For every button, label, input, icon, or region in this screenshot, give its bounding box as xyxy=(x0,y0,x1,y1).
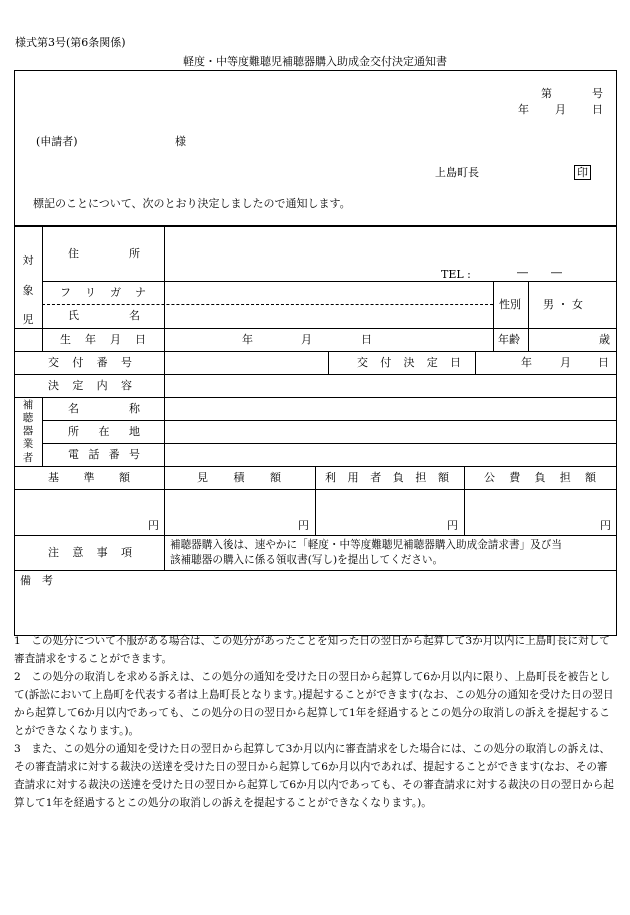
row-line xyxy=(42,281,617,282)
yen-unit: 円 xyxy=(447,519,458,532)
birthdate-label: 生 年 月 日 xyxy=(60,333,146,346)
issue-month: 月 xyxy=(555,103,566,116)
number-label: 第 xyxy=(541,87,552,100)
note-3: 3 また、この処分の通知を受けた日の翌日から起算して3か月以内に審査請求をした場合には、この処分の取消しの訴えは、その審査請求に対する裁決の送達を受けた日の翌日から起算して6か月以内であれば、提起することができます(なお、その審査請求に対する裁決の送達を受けた日の翌日から起算して6か月以内であっても、その審査請求に対する裁決の日の翌日から起算して1年を経過するとこの処分の取消しの訴えを提起することができなくなります。)。 xyxy=(14,743,614,809)
decision-year: 年 xyxy=(521,356,532,369)
issuer-name: 上島町長 xyxy=(435,166,479,179)
public-burden-header: 公 費 負 担 額 xyxy=(484,471,596,484)
address-label: 住 所 xyxy=(68,247,140,260)
row-line xyxy=(14,535,617,536)
furigana-label: フ リ ガ ナ xyxy=(60,286,146,299)
birth-day: 日 xyxy=(361,333,372,346)
row-line xyxy=(14,570,617,571)
col-line xyxy=(528,328,529,351)
notice-message: 標記のことについて、次のとおり決定しましたので通知します。 xyxy=(33,197,351,210)
caution-text-line1: 補聴器購入後は、速やかに「軽度・中等度難聴児補聴器購入助成金請求書」及び当 xyxy=(170,539,562,551)
col-line xyxy=(475,351,476,374)
form-number: 様式第3号(第6条関係) xyxy=(15,36,126,49)
caution-text-line2: 該補聴器の購入に係る領収書(写し)を提出してください。 xyxy=(170,554,444,566)
birth-year: 年 xyxy=(242,333,253,346)
document-title: 軽度・中等度難聴児補聴器購入助成金交付決定通知書 xyxy=(183,55,447,68)
row-line xyxy=(14,397,617,398)
yen-unit: 円 xyxy=(298,519,309,532)
seal-mark: 印 xyxy=(574,165,591,180)
number-suffix: 号 xyxy=(592,87,603,100)
col-line xyxy=(42,226,43,351)
decision-date-label: 交 付 決 定 日 xyxy=(357,356,461,369)
issue-day: 日 xyxy=(592,103,603,116)
vendor-location-label: 所 在 地 xyxy=(68,425,140,438)
note-1: 1 この処分について不服がある場合は、この処分があったことを知った日の翌日から起算して3か月以内に上島町長に対して審査請求をすることができます。 xyxy=(14,635,610,665)
subject-group-label: 対 象 児 xyxy=(22,254,34,326)
row-line xyxy=(14,351,617,352)
row-line xyxy=(42,420,617,421)
standard-amount-header: 基 準 額 xyxy=(48,471,130,484)
remarks-label: 備 考 xyxy=(20,574,53,587)
col-line xyxy=(315,466,316,535)
applicant-label: (申請者) xyxy=(36,135,78,148)
age-unit: 歳 xyxy=(599,333,610,346)
decision-month: 月 xyxy=(560,356,571,369)
vendor-phone-label: 電 話 番 号 xyxy=(68,448,140,461)
col-line xyxy=(528,281,529,328)
col-line xyxy=(328,351,329,374)
notes-section xyxy=(14,632,618,812)
birth-month: 月 xyxy=(301,333,312,346)
col-line xyxy=(464,466,465,535)
tel-separator: ― xyxy=(517,266,528,279)
caution-label: 注 意 事 項 xyxy=(48,546,132,559)
age-label: 年齢 xyxy=(498,333,520,346)
name-label: 氏 名 xyxy=(68,309,140,322)
grant-number-label: 交 付 番 号 xyxy=(48,356,132,369)
user-burden-header: 利 用 者 負 担 額 xyxy=(325,471,449,484)
col-line xyxy=(493,281,494,351)
tel-separator: ― xyxy=(551,266,562,279)
yen-unit: 円 xyxy=(148,519,159,532)
note-2: 2 この処分の取消しを求める訴えは、この処分の通知を受けた日の翌日から起算して6か月以内に限り、上島町長を被告として(訴訟において上島町を代表する者は上島町長となります。)提起することができます(なお、この処分の通知を受けた日の翌日から起算して6か月以内であっても、この処分の日の翌日から起算して1年を経過するとこの処分の取消しの訴えを提起することができなくなります。)。 xyxy=(14,671,614,737)
vendor-group-label: 補 聴 器 業 者 xyxy=(22,399,34,464)
yen-unit: 円 xyxy=(600,519,611,532)
estimate-amount-header: 見 積 額 xyxy=(197,471,281,484)
tel-label: TEL : xyxy=(441,268,471,281)
decision-content-label: 決 定 内 容 xyxy=(48,379,132,392)
row-line xyxy=(42,443,617,444)
decision-day: 日 xyxy=(598,356,609,369)
issue-year: 年 xyxy=(518,103,529,116)
row-line xyxy=(14,374,617,375)
vendor-name-label: 名 称 xyxy=(68,402,140,415)
row-line xyxy=(14,328,617,329)
col-line xyxy=(164,226,165,570)
gender-label: 性別 xyxy=(499,298,521,311)
honorific: 様 xyxy=(175,135,186,148)
furigana-divider xyxy=(42,304,493,305)
gender-options: 男 ・ 女 xyxy=(543,298,583,311)
col-line xyxy=(42,397,43,466)
